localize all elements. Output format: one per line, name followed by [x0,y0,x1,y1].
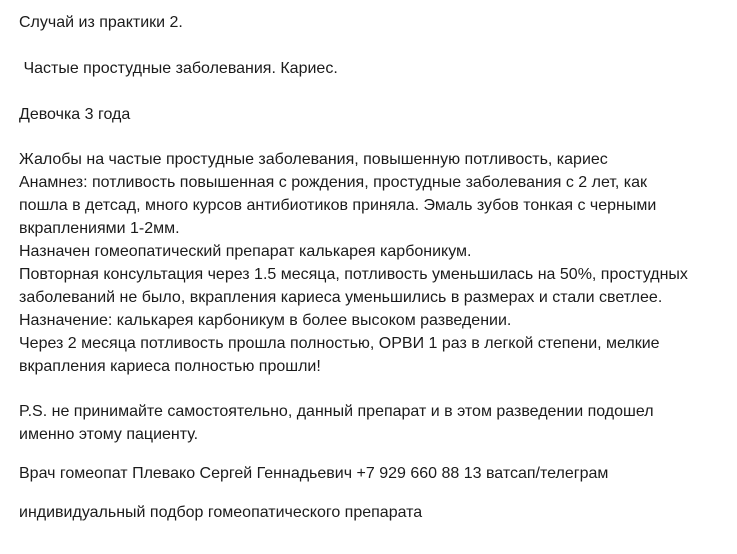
spacer [19,485,731,501]
patient-info: Девочка 3 года [19,106,131,123]
spacer [19,34,731,57]
spacer [19,446,731,462]
spacer [19,126,731,148]
case-title: Случай из практики 2. [19,14,183,31]
case-line: Повторная консультация через 1.5 месяца, потливость уменьшилась на 50%, простудных [19,266,688,283]
case-line: вкрапления кариеса полностью прошли! [19,358,321,375]
case-line: Через 2 месяца потливость прошла полностью, ОРВИ 1 раз в легкой степени, мелкие [19,335,660,352]
case-line: Назначен гомеопатический препарат калькарея карбоникум. [19,243,472,260]
case-line: вкраплениями 1-2мм. [19,220,180,237]
case-subtitle: Частые простудные заболевания. Кариес. [19,60,338,77]
case-line: Анамнез: потливость повышенная с рождения, простудные заболевания с 2 лет, как [19,174,648,191]
service-note: индивидуальный подбор гомеопатического препарата [19,504,423,521]
case-description [19,148,731,378]
case-line: пошла в детсад, много курсов антибиотиков приняла. Эмаль зубов тонкая с черными [19,197,657,214]
case-line: Жалобы на частые простудные заболевания, повышенную потливость, кариес [19,151,608,168]
spacer [19,378,731,400]
case-line: Назначение: калькарея карбоникум в более высоком разведении. [19,312,512,329]
ps-note [19,400,731,446]
ps-line: P.S. не принимайте самостоятельно, данный препарат и в этом разведении подошел [19,403,654,420]
doctor-contact: Врач гомеопат Плевако Сергей Геннадьевич +7 929 660 88 13 ватсап/телеграм [19,465,609,482]
ps-line: именно этому пациенту. [19,426,199,443]
document-body [19,11,731,524]
case-line: заболеваний не было, вкрапления кариеса уменьшились в размерах и стали светлее. [19,289,663,306]
spacer [19,80,731,103]
